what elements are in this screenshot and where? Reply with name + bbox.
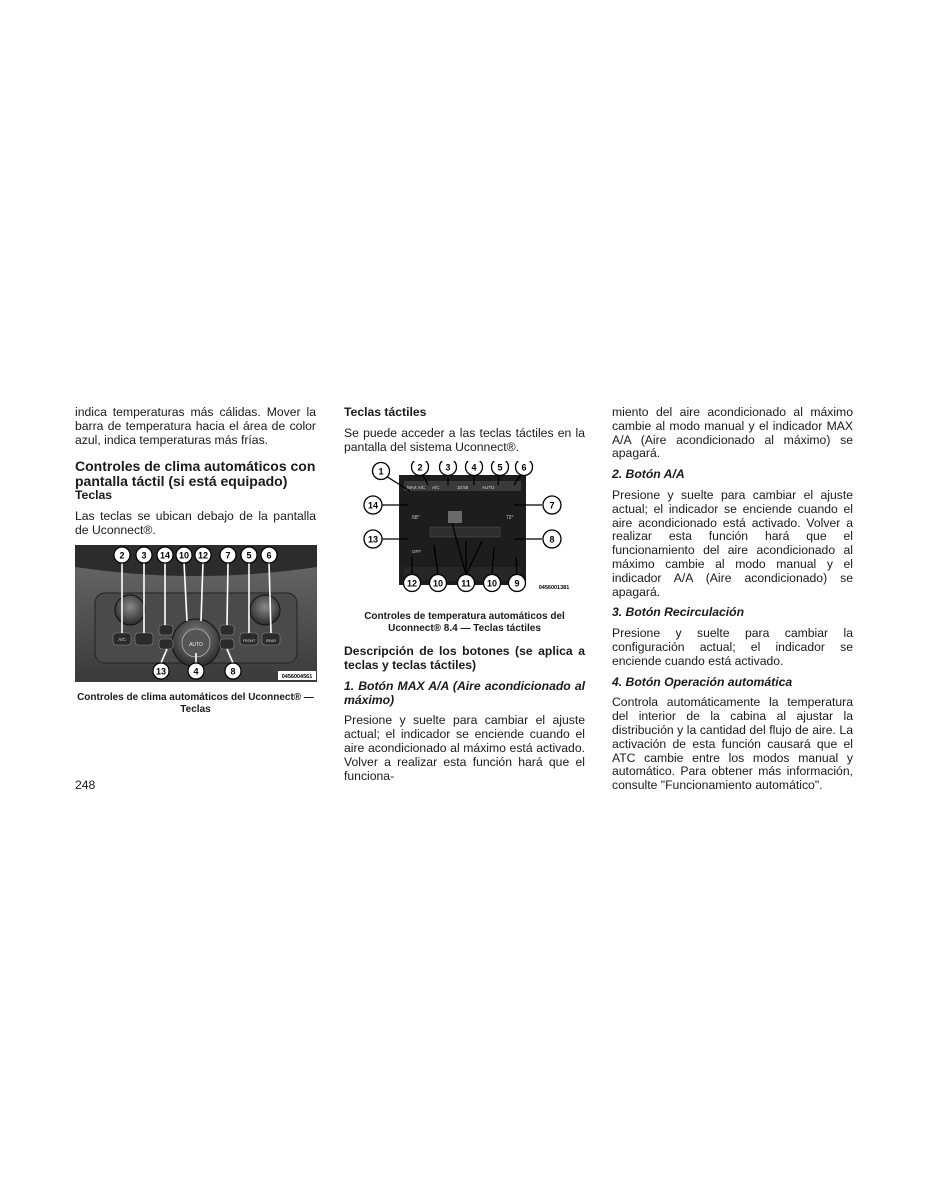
section-heading: Controles de clima automáticos con pantalla táctil (si está equipado) <box>75 458 316 490</box>
figure-touch-screen <box>344 461 585 605</box>
touchscreen-illustration <box>344 461 586 601</box>
temp-up-left-key <box>159 625 173 635</box>
callout-8: 8 <box>230 666 236 677</box>
item4-heading: 4. Botón Operación automática <box>612 674 793 689</box>
figure-code-2: 0456001381 <box>538 585 570 592</box>
figure-caption: Controles de clima automáticos del Uconnect® — Teclas <box>77 691 314 715</box>
callout-2: 2 <box>119 550 125 561</box>
callout-6b: 6 <box>521 462 527 473</box>
column-3 <box>612 406 853 800</box>
callout-13: 13 <box>155 666 167 677</box>
callout-5b: 5 <box>497 462 503 473</box>
callout-12: 12 <box>197 550 209 561</box>
screen-auto: AUTO <box>482 485 495 491</box>
mode-icon-active <box>448 511 462 523</box>
callout-4: 4 <box>193 666 199 677</box>
callout-7: 7 <box>225 550 231 561</box>
item4-paragraph: Controla automáticamente la temperatura del interior de la cabina al ajustar la distribución y la cantidad del flujo de aire. La activación de esta función causará que el ATC cambie entre los modos manual y automático. Para obtener más información, consulte "Funcionamiento automático". <box>612 695 853 793</box>
figure-keys-panel <box>75 545 316 686</box>
item1-paragraph: Presione y suelte para cambiar el ajuste actual; el indicador se enciende cuando el aire acondicionado al máximo está activado. Volver a realizar esta función hará que el funciona- <box>344 713 585 783</box>
fan-bar <box>430 527 500 537</box>
btn-rear-label: REAR <box>266 638 276 643</box>
column-1 <box>75 406 316 726</box>
heading-descripcion: Descripción de los botones (se aplica a teclas y teclas táctiles) <box>344 644 585 672</box>
callout-6: 6 <box>266 550 272 561</box>
callout-3b: 3 <box>445 462 451 473</box>
screen-time: 10:55 <box>457 485 469 491</box>
callout-11b: 11 <box>461 578 471 589</box>
heading-teclas-tactiles: Teclas táctiles <box>344 405 427 419</box>
callout-7b: 7 <box>549 500 555 511</box>
callout-10b: 10 <box>432 578 444 589</box>
paragraph-continued: miento del aire acondicionado al máximo cambie al modo manual y el indicador MAX A/A (Aire acondicionado al máximo) se apagará. <box>612 405 853 461</box>
callout-9b: 9 <box>514 578 520 589</box>
btn-front-label: FRONT <box>242 638 256 643</box>
item2-paragraph: Presione y suelte para cambiar el ajuste actual; el indicador se enciende cuando el aire acondicionado está activado. Volver a realizar esta función hará que el funcionamiento del aire acondicionado al máximo cambie al modo manual y el indicador A/A (Aire acondicionado) se apagará. <box>612 487 853 599</box>
btn-ac-label: A/C <box>118 636 126 642</box>
recirc-key <box>135 633 153 645</box>
subheading-teclas: Teclas <box>75 488 113 503</box>
paragraph-intro: indica temperaturas más cálidas. Mover la barra de temperatura hacia el área de color azul, indica temperaturas más frías. <box>75 405 316 447</box>
callout-13b: 13 <box>367 534 379 545</box>
keys-panel-illustration <box>75 545 317 682</box>
screen-off: OFF <box>412 549 421 555</box>
callout-8b: 8 <box>549 534 555 545</box>
item3-paragraph: Presione y suelte para cambiar la configuración actual; el indicador se enciende cuando está activado. <box>612 626 853 668</box>
callout-10c: 10 <box>486 578 498 589</box>
screen-temp-left: 68° <box>412 515 420 522</box>
paragraph-touch-intro: Se puede acceder a las teclas táctiles en la pantalla del sistema Uconnect®. <box>344 425 585 454</box>
callout-14: 14 <box>159 550 171 561</box>
callouts-bottom <box>153 663 241 679</box>
page-number: 248 <box>75 778 96 792</box>
callout-12b: 12 <box>406 578 418 589</box>
paragraph-teclas: Las teclas se ubican debajo de la pantalla de Uconnect®. <box>75 509 316 537</box>
callout-5: 5 <box>246 550 252 561</box>
callout-3: 3 <box>141 550 147 561</box>
figure-code: 0456004561 <box>281 673 313 680</box>
temp-up-right-key <box>220 625 234 635</box>
item2-heading: 2. Botón A/A <box>612 467 685 482</box>
left-knob <box>115 595 145 625</box>
item3-heading: 3. Botón Recirculación <box>612 605 745 620</box>
callout-10: 10 <box>178 550 190 561</box>
temp-down-left-key <box>159 639 173 649</box>
screen-max-ac: MAX A/C <box>407 485 426 491</box>
screen-bezel <box>75 545 317 576</box>
item1-heading: 1. Botón MAX A/A (Aire acondicionado al máximo) <box>344 678 585 707</box>
screen-temp-right: 72° <box>506 515 514 522</box>
callout-14b: 14 <box>367 500 379 511</box>
screen-ac: A/C <box>432 485 440 491</box>
figure-caption-2: Controles de temperatura automáticos del Uconnect® 8.4 — Teclas táctiles <box>364 611 565 635</box>
temp-down-right-key <box>220 639 234 649</box>
callout-1: 1 <box>378 466 384 477</box>
callout-4b: 4 <box>471 462 477 473</box>
callout-2b: 2 <box>417 462 423 473</box>
btn-auto-label: AUTO <box>189 641 203 648</box>
column-2 <box>344 406 585 790</box>
right-knob <box>250 595 280 625</box>
